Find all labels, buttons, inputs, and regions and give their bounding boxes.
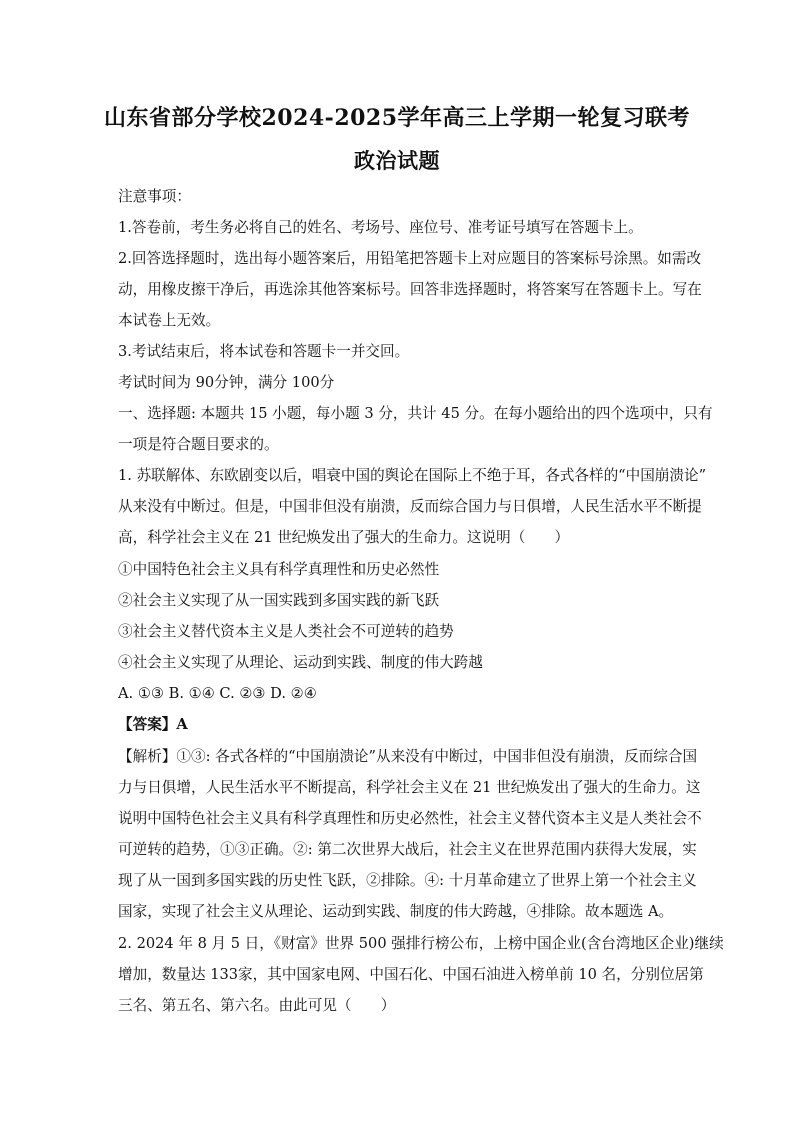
question-1-analysis-line-4: 可逆转的趋势，①③正确。②: 第二次世界大战后，社会主义在世界范围内获得大发展，实 [118,841,697,858]
question-1-option-4: ④社会主义实现了从理论、运动到实践、制度的伟大跨越 [118,654,483,671]
document-title: 山东省部分学校2024-2025学年高三上学期一轮复习联考 [103,105,691,131]
question-1-option-2: ②社会主义实现了从一国实践到多国实践的新飞跃 [118,592,440,609]
question-2-stem-line-1: 2. 2024 年 8 月 5 日，《财富》世界 500 强排行榜公布，上榜中国企业(含台湾地区企业)继续 [118,935,724,952]
question-1-analysis-line-2: 力与日俱增，人民生活水平不断提高，科学社会主义在 21 世纪焕发出了强大的生命力。这 [118,779,701,796]
section-heading-line-1: 一、选择题: 本题共 15 小题，每小题 3 分，共计 45 分。在每小题给出的四个选项中，只有 [118,405,713,422]
question-1-analysis-line-3: 说明中国特色社会主义具有科学真理性和历史必然性，社会主义替代资本主义是人类社会不 [118,810,702,827]
question-2-stem-line-2: 增加，数量达 133家，其中国家电网、中国石化、中国石油进入榜单前 10 名，分别位居第 [118,966,704,983]
question-1-choices: A. ①③ B. ①④ C. ②③ D. ②④ [118,685,317,702]
question-1-stem-line-2: 从来没有中断过。但是，中国非但没有崩溃，反而综合国力与日俱增，人民生活水平不断提 [118,498,702,515]
question-1-analysis-line-6: 国家，实现了社会主义从理论、运动到实践、制度的伟大跨越，④排除。故本题选 A。 [118,903,674,920]
question-1-analysis-line-1: 【解析】①③: 各式各样的“中国崩溃论”从来没有中断过，中国非但没有崩溃，反而综合国 [118,748,698,765]
question-1-stem-line-3: 高，科学社会主义在 21 世纪焕发出了强大的生命力。这说明（ ） [118,529,570,546]
question-1-stem-line-1: 1. 苏联解体、东欧剧变以后，唱衰中国的舆论在国际上不绝于耳，各式各样的“中国崩溃论” [118,467,707,484]
question-1-answer: 【答案】A [118,716,188,733]
notice-item-1: 1.答卷前，考生务必将自己的姓名、考场号、座位号、准考证号填写在答题卡上。 [118,219,643,236]
exam-time-info: 考试时间为 90分钟，满分 100分 [118,374,335,391]
notice-item-2-line-3: 本试卷上无效。 [118,312,221,329]
document-subtitle: 政治试题 [354,148,440,173]
question-1-analysis-line-5: 现了从一国到多国实践的历史性飞跃，②排除。④: 十月革命建立了世界上第一个社会主义 [118,872,697,889]
question-1-option-1: ①中国特色社会主义具有科学真理性和历史必然性 [118,561,440,578]
notice-item-2-line-2: 动，用橡皮擦干净后，再选涂其他答案标号。回答非选择题时，将答案写在答题卡上。写在 [118,281,702,298]
notice-item-2-line-1: 2.回答选择题时，选出每小题答案后，用铅笔把答题卡上对应题目的答案标号涂黑。如需改 [118,250,702,267]
question-1-option-3: ③社会主义替代资本主义是人类社会不可逆转的趋势 [118,623,454,640]
notice-item-3: 3.考试结束后，将本试卷和答题卡一并交回。 [118,343,410,360]
question-2-stem-line-3: 三名、第五名、第六名。由此可见（ ） [118,997,396,1014]
notice-heading: 注意事项： [118,188,191,205]
section-heading-line-2: 一项是符合题目要求的。 [118,436,279,453]
